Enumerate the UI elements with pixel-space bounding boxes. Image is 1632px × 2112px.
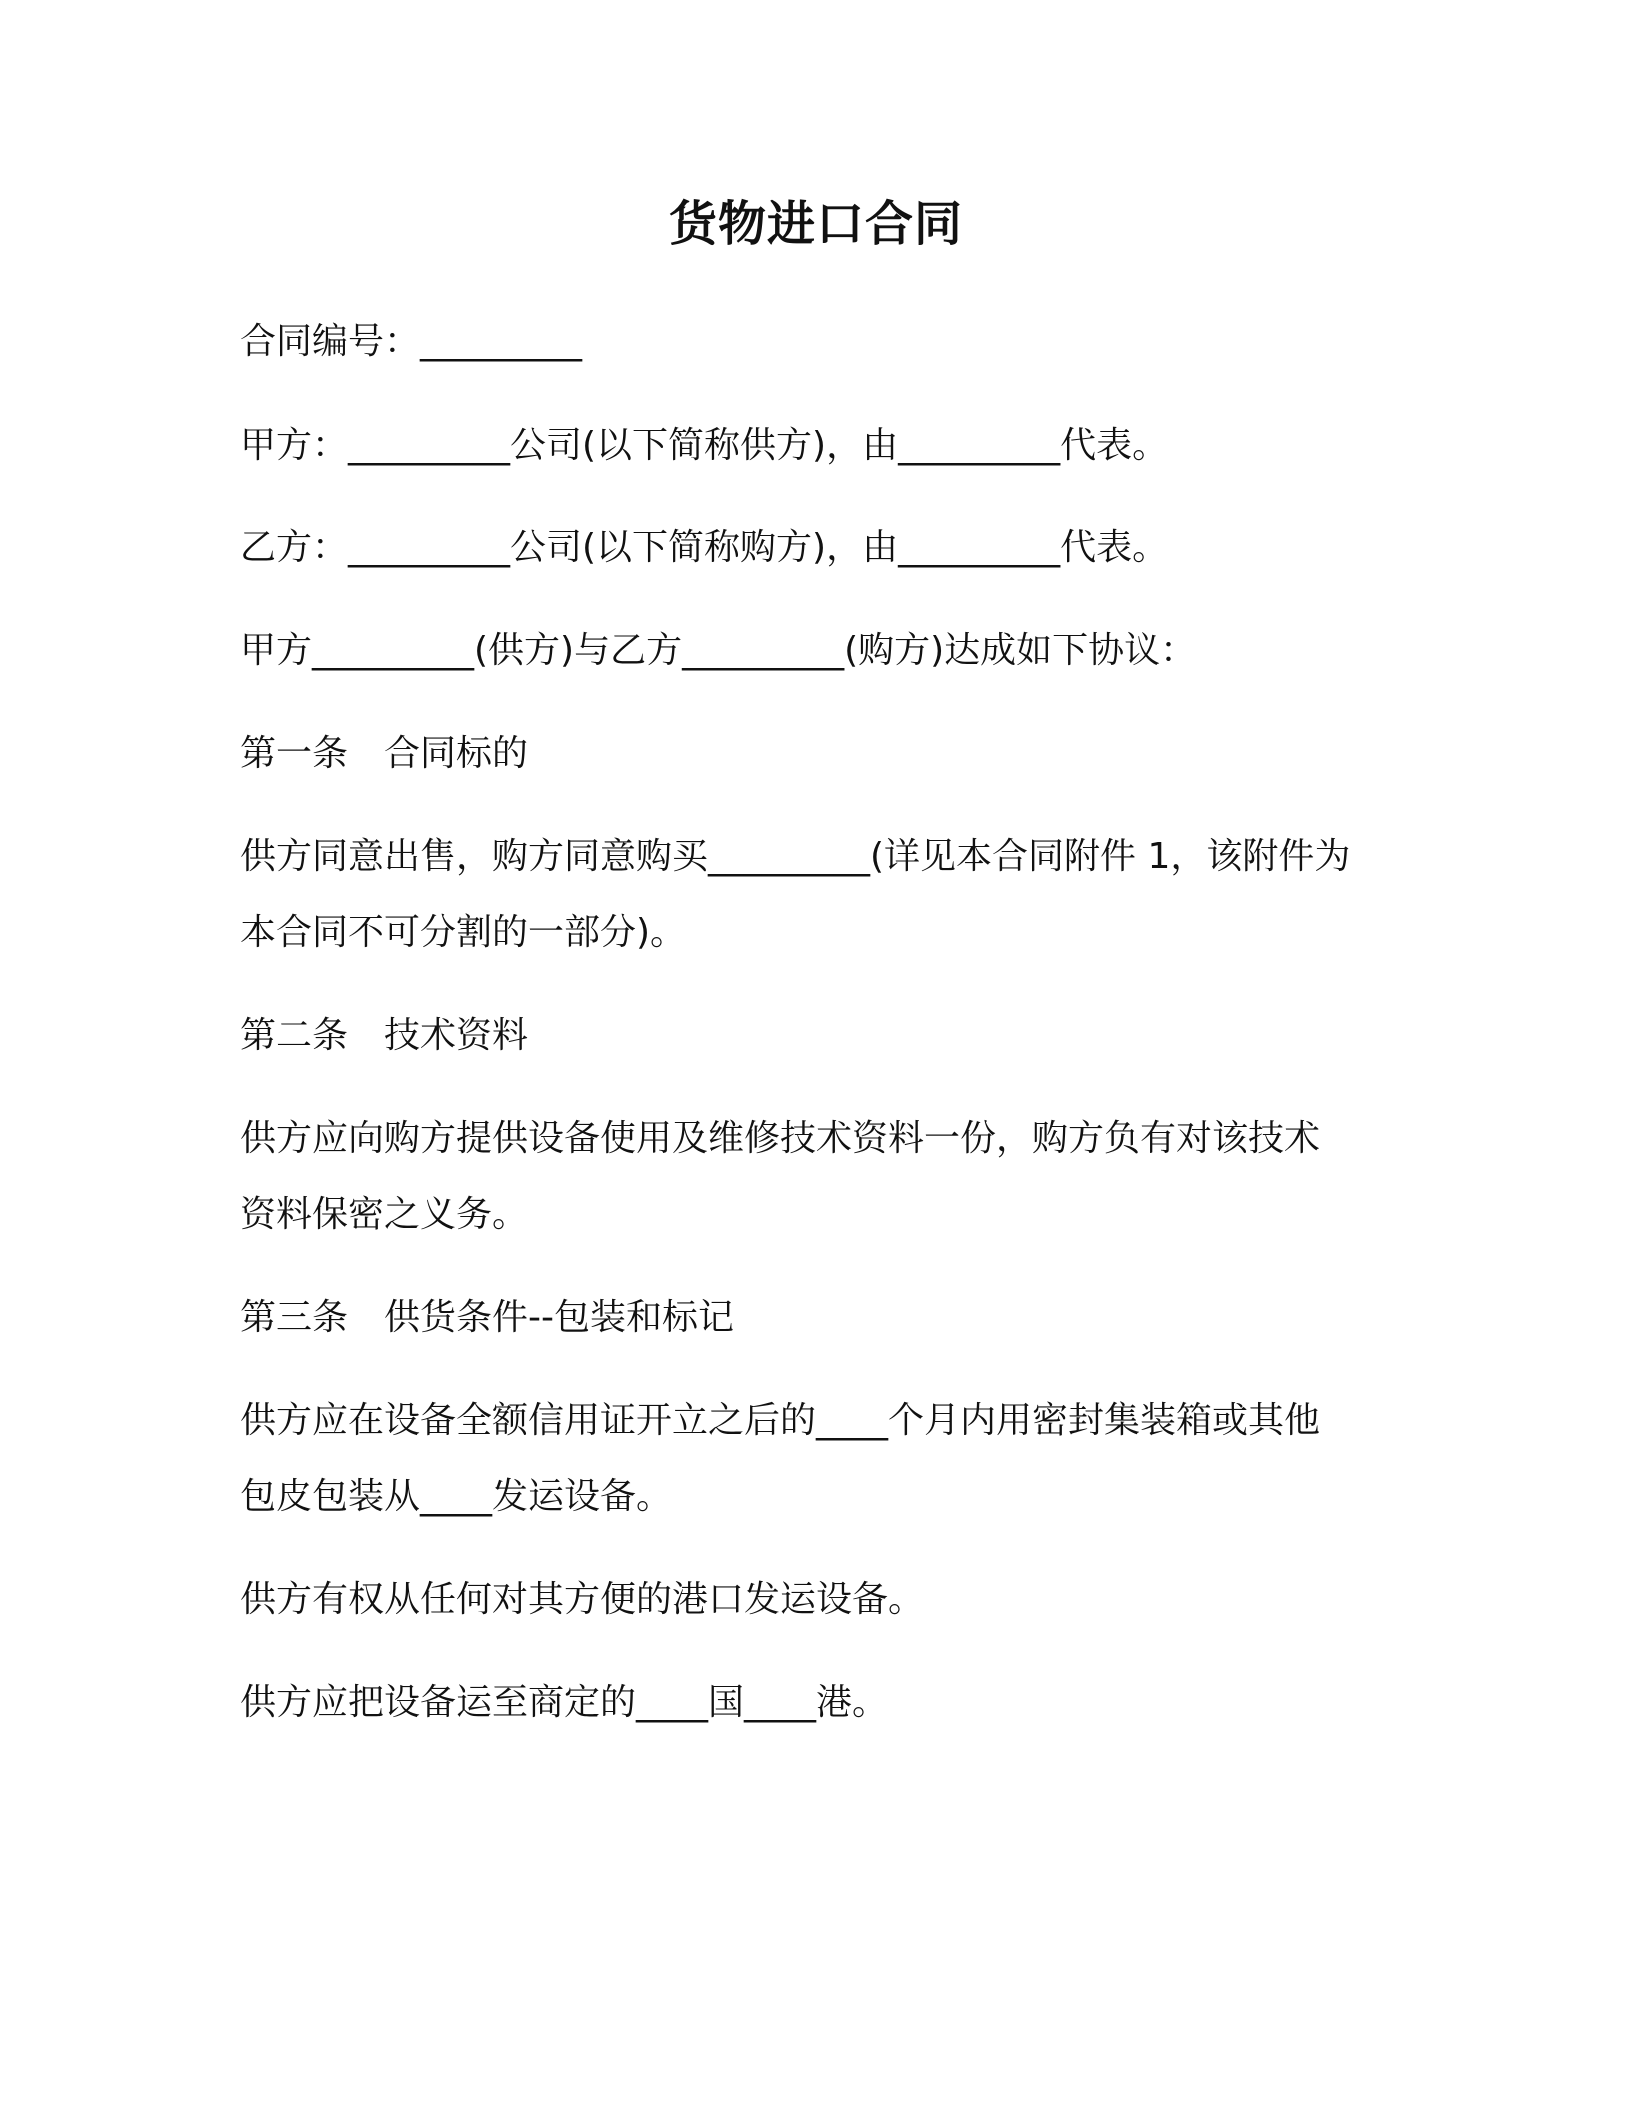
party-a-line: 甲方：_________公司(以下简称供方)，由_________代表。	[240, 425, 1169, 466]
article-3-destination-paragraph: 供方应把设备运至商定的____国____港。	[240, 1682, 889, 1723]
agreement-intro-line: 甲方_________(供方)与乙方_________(购方)达成如下协议：	[240, 630, 1197, 671]
article-3-port-paragraph: 供方有权从任何对其方便的港口发运设备。	[240, 1579, 925, 1620]
article-3-text-line-2: 包皮包装从____发运设备。	[240, 1476, 673, 1517]
article-3-text-line-1: 供方应在设备全额信用证开立之后的____个月内用密封集装箱或其他	[240, 1400, 1321, 1441]
article-3-heading: 第三条 供货条件--包装和标记	[240, 1297, 734, 1338]
article-2-text-line-1: 供方应向购方提供设备使用及维修技术资料一份，购方负有对该技术	[240, 1118, 1321, 1159]
article-1-heading: 第一条 合同标的	[240, 733, 529, 774]
article-2-text-line-2: 资料保密之义务。	[240, 1194, 529, 1235]
article-1-text-line-2: 本合同不可分割的一部分)。	[240, 912, 687, 953]
party-b-line: 乙方：_________公司(以下简称购方)，由_________代表。	[240, 527, 1169, 568]
article-2-heading: 第二条 技术资料	[240, 1015, 529, 1056]
contract-number-line: 合同编号：_________	[240, 321, 583, 362]
document-title: 货物进口合同	[668, 196, 963, 252]
article-1-text-line-1: 供方同意出售，购方同意购买_________(详见本合同附件 1，该附件为	[240, 836, 1351, 877]
